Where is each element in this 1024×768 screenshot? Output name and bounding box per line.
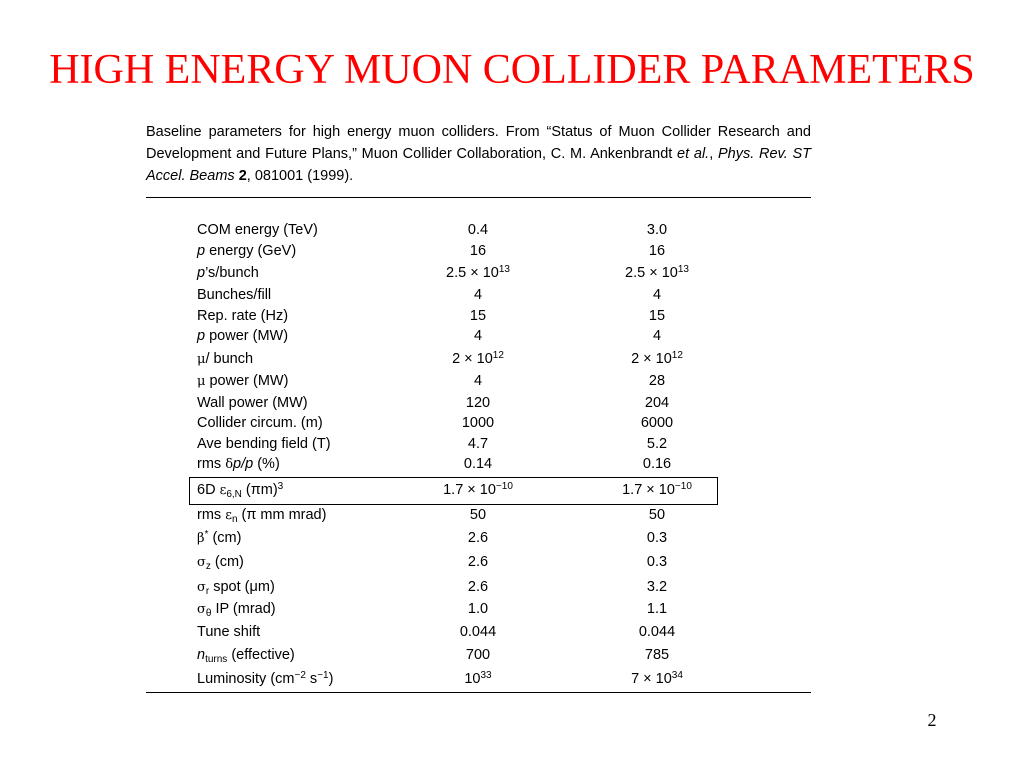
value-text: 0.3 bbox=[646, 530, 668, 546]
value-text: 15 bbox=[648, 308, 666, 324]
subscript: turns bbox=[205, 654, 228, 665]
value-0-4-tev bbox=[388, 434, 568, 454]
value-3-0-tev bbox=[567, 393, 747, 413]
value-text: 4.7 bbox=[467, 436, 489, 452]
value-text: 2.5 × 10 bbox=[446, 265, 499, 281]
label-text: Rep. rate (Hz) bbox=[197, 308, 289, 324]
table-row bbox=[0, 528, 1024, 548]
label-text: power (MW) bbox=[205, 373, 289, 389]
value-text: 785 bbox=[644, 647, 670, 663]
greek-symbol: ε bbox=[219, 483, 227, 498]
label-text: COM energy (TeV) bbox=[197, 222, 318, 238]
label-suffix: IP (mrad) bbox=[211, 601, 276, 617]
value-text: 204 bbox=[644, 395, 670, 411]
italic-symbol: p bbox=[197, 265, 206, 281]
value-3-0-tev bbox=[567, 220, 747, 240]
value-3-0-tev bbox=[567, 505, 747, 525]
table-row bbox=[0, 454, 1024, 474]
greek-symbol: σ bbox=[197, 602, 206, 617]
label-suffix: (cm) bbox=[208, 530, 242, 546]
value-text: 2 × 10 bbox=[631, 351, 672, 367]
table-row bbox=[0, 413, 1024, 433]
table-row bbox=[0, 263, 1024, 283]
label-text: power (MW) bbox=[205, 328, 289, 344]
value-0-4-tev bbox=[388, 645, 568, 665]
value-0-4-tev bbox=[388, 349, 568, 369]
parameter-label bbox=[197, 413, 323, 433]
superscript: 3 bbox=[277, 481, 284, 492]
value-3-0-tev bbox=[567, 552, 747, 572]
value-3-0-tev bbox=[567, 528, 747, 548]
greek-symbol: ε bbox=[225, 508, 232, 523]
table-row bbox=[0, 306, 1024, 326]
value-text: 0.14 bbox=[463, 456, 493, 472]
value-exponent: 33 bbox=[480, 670, 492, 681]
superscript: −2 bbox=[294, 670, 306, 681]
parameter-label bbox=[197, 599, 276, 620]
label-text: rms bbox=[197, 456, 226, 472]
value-text: 7 × 10 bbox=[631, 671, 672, 687]
label-text: Ave bending field (T) bbox=[197, 436, 331, 452]
subscript: 6,N bbox=[226, 489, 242, 500]
value-text: 1.1 bbox=[646, 601, 668, 617]
caption-etal: et al. bbox=[677, 146, 710, 162]
greek-symbol: μ bbox=[197, 352, 206, 367]
value-0-4-tev bbox=[388, 306, 568, 326]
table-row bbox=[0, 393, 1024, 413]
value-3-0-tev bbox=[567, 669, 747, 689]
table-row bbox=[0, 241, 1024, 261]
value-text: 16 bbox=[469, 243, 487, 259]
table-row bbox=[0, 577, 1024, 597]
table-row bbox=[0, 599, 1024, 619]
value-0-4-tev bbox=[388, 393, 568, 413]
value-exponent: 34 bbox=[671, 670, 683, 681]
value-text: 4 bbox=[652, 328, 662, 344]
value-text: 700 bbox=[465, 647, 491, 663]
italic-symbol: p bbox=[197, 328, 206, 344]
label-suffix: (effective) bbox=[227, 647, 295, 663]
value-3-0-tev bbox=[567, 622, 747, 642]
parameter-label bbox=[197, 220, 318, 240]
value-0-4-tev bbox=[388, 220, 568, 240]
parameter-label bbox=[197, 505, 326, 526]
table-row bbox=[0, 220, 1024, 240]
table-row bbox=[0, 552, 1024, 572]
caption-citation: , 081001 (1999). bbox=[246, 168, 354, 184]
value-3-0-tev bbox=[567, 480, 747, 500]
value-text: 4 bbox=[473, 373, 483, 389]
table-row bbox=[0, 645, 1024, 665]
value-0-4-tev bbox=[388, 371, 568, 391]
value-3-0-tev bbox=[567, 577, 747, 597]
value-text: 2 × 10 bbox=[452, 351, 493, 367]
value-text: 15 bbox=[469, 308, 487, 324]
label-text: rms bbox=[197, 507, 226, 523]
italic-symbol: n bbox=[197, 647, 206, 663]
label-text: / bunch bbox=[205, 351, 254, 367]
parameter-label bbox=[197, 480, 283, 501]
label-text: Bunches/fill bbox=[197, 287, 272, 303]
value-exponent: 13 bbox=[677, 264, 689, 275]
value-text: 3.0 bbox=[646, 222, 668, 238]
value-3-0-tev bbox=[567, 371, 747, 391]
superscript: −1 bbox=[317, 670, 329, 681]
parameter-label bbox=[197, 454, 280, 475]
value-3-0-tev bbox=[567, 263, 747, 283]
label-suffix: ) bbox=[328, 671, 334, 687]
value-3-0-tev bbox=[567, 599, 747, 619]
parameter-label bbox=[197, 393, 308, 413]
value-text: 1000 bbox=[461, 415, 495, 431]
value-0-4-tev bbox=[388, 326, 568, 346]
value-0-4-tev bbox=[388, 505, 568, 525]
value-0-4-tev bbox=[388, 622, 568, 642]
parameter-label bbox=[197, 371, 288, 392]
value-text: 2.6 bbox=[467, 579, 489, 595]
value-0-4-tev bbox=[388, 454, 568, 474]
value-0-4-tev bbox=[388, 577, 568, 597]
parameter-label bbox=[197, 241, 296, 261]
greek-symbol: δ bbox=[225, 457, 234, 472]
table-row bbox=[0, 371, 1024, 391]
value-exponent: 13 bbox=[498, 264, 510, 275]
value-text: 4 bbox=[473, 328, 483, 344]
value-0-4-tev bbox=[388, 669, 568, 689]
value-exponent: −10 bbox=[495, 481, 513, 492]
value-text: 120 bbox=[465, 395, 491, 411]
value-text: 6000 bbox=[640, 415, 674, 431]
table-row bbox=[0, 480, 1024, 500]
value-text: 1.0 bbox=[467, 601, 489, 617]
subscript: z bbox=[205, 561, 211, 572]
value-text: 50 bbox=[648, 507, 666, 523]
value-exponent: 12 bbox=[671, 350, 683, 361]
value-0-4-tev bbox=[388, 480, 568, 500]
value-exponent: −10 bbox=[674, 481, 692, 492]
value-text: 0.3 bbox=[646, 554, 668, 570]
parameter-label bbox=[197, 349, 253, 370]
subscript: θ bbox=[205, 608, 212, 619]
label-text: Collider circum. (m) bbox=[197, 415, 323, 431]
value-text: 16 bbox=[648, 243, 666, 259]
label-text: 6D bbox=[197, 482, 220, 498]
value-3-0-tev bbox=[567, 241, 747, 261]
value-0-4-tev bbox=[388, 241, 568, 261]
table-row bbox=[0, 285, 1024, 305]
value-3-0-tev bbox=[567, 434, 747, 454]
page-number: 2 bbox=[927, 710, 937, 730]
label-text: Tune shift bbox=[197, 624, 261, 640]
value-text: 0.4 bbox=[467, 222, 489, 238]
parameter-label bbox=[197, 528, 241, 549]
value-3-0-tev bbox=[567, 306, 747, 326]
italic-symbol: p bbox=[197, 243, 206, 259]
label-suffix: (%) bbox=[253, 456, 280, 472]
parameter-label bbox=[197, 326, 288, 346]
table-row bbox=[0, 349, 1024, 369]
parameter-label bbox=[197, 669, 333, 689]
label-suffix: (cm) bbox=[210, 554, 244, 570]
label-suffix: (π mm mrad) bbox=[237, 507, 327, 523]
caption-volume: 2 bbox=[238, 168, 247, 184]
table-row bbox=[0, 326, 1024, 346]
caption-separator: , bbox=[709, 146, 718, 162]
value-exponent: 12 bbox=[492, 350, 504, 361]
label-suffix: spot (μm) bbox=[209, 579, 275, 595]
value-text: 1.7 × 10 bbox=[622, 482, 675, 498]
value-0-4-tev bbox=[388, 413, 568, 433]
label-text: Wall power (MW) bbox=[197, 395, 308, 411]
table-row bbox=[0, 622, 1024, 642]
value-text: 4 bbox=[652, 287, 662, 303]
caption-text: Baseline parameters for high energy muon colliders. From “Status of Muon Collider Research and Development and Future Plans,” Muon Collider Collaboration, C. M. Ankenbrandt bbox=[146, 124, 811, 162]
parameter-label bbox=[197, 622, 260, 642]
parameter-label bbox=[197, 645, 295, 665]
parameter-label bbox=[197, 552, 244, 573]
value-3-0-tev bbox=[567, 326, 747, 346]
slide-title: HIGH ENERGY MUON COLLIDER PARAMETERS bbox=[49, 47, 975, 93]
value-text: 0.044 bbox=[459, 624, 497, 640]
label-text: Luminosity (cm bbox=[197, 671, 295, 687]
caption-journal: Phys. Rev. ST Accel. Beams bbox=[146, 146, 812, 184]
label-suffix: (πm) bbox=[241, 482, 278, 498]
value-3-0-tev bbox=[567, 349, 747, 369]
table-row bbox=[0, 434, 1024, 454]
value-text: 2.6 bbox=[467, 530, 489, 546]
value-text: 50 bbox=[469, 507, 487, 523]
subscript: r bbox=[205, 586, 210, 597]
value-text: 10 bbox=[464, 671, 481, 687]
value-text: 2.6 bbox=[467, 554, 489, 570]
subscript: n bbox=[231, 514, 238, 525]
value-text: 4 bbox=[473, 287, 483, 303]
parameter-label bbox=[197, 577, 275, 598]
value-text: 1.7 × 10 bbox=[443, 482, 496, 498]
value-0-4-tev bbox=[388, 285, 568, 305]
value-text: 3.2 bbox=[646, 579, 668, 595]
greek-symbol: μ bbox=[197, 374, 206, 389]
parameter-label bbox=[197, 434, 331, 454]
value-text: 28 bbox=[648, 373, 666, 389]
value-3-0-tev bbox=[567, 285, 747, 305]
parameter-label bbox=[197, 306, 288, 326]
superscript: * bbox=[204, 529, 209, 540]
value-text: 5.2 bbox=[646, 436, 668, 452]
value-0-4-tev bbox=[388, 599, 568, 619]
parameter-label bbox=[197, 263, 259, 283]
table-row bbox=[0, 505, 1024, 525]
table-row bbox=[0, 669, 1024, 689]
value-text: 2.5 × 10 bbox=[625, 265, 678, 281]
greek-symbol: σ bbox=[197, 555, 206, 570]
value-3-0-tev bbox=[567, 645, 747, 665]
value-3-0-tev bbox=[567, 454, 747, 474]
label-text: energy (GeV) bbox=[205, 243, 297, 259]
value-0-4-tev bbox=[388, 528, 568, 548]
value-text: 0.16 bbox=[642, 456, 672, 472]
greek-symbol: β bbox=[197, 531, 205, 546]
value-0-4-tev bbox=[388, 263, 568, 283]
value-text: 0.044 bbox=[638, 624, 676, 640]
table-bottom-rule bbox=[146, 692, 811, 693]
value-0-4-tev bbox=[388, 552, 568, 572]
value-3-0-tev bbox=[567, 413, 747, 433]
greek-symbol: σ bbox=[197, 580, 206, 595]
parameter-label bbox=[197, 285, 271, 305]
label-text: ’s/bunch bbox=[205, 265, 259, 281]
italic-symbol: p/p bbox=[233, 456, 254, 472]
label-suffix: s bbox=[305, 671, 318, 687]
